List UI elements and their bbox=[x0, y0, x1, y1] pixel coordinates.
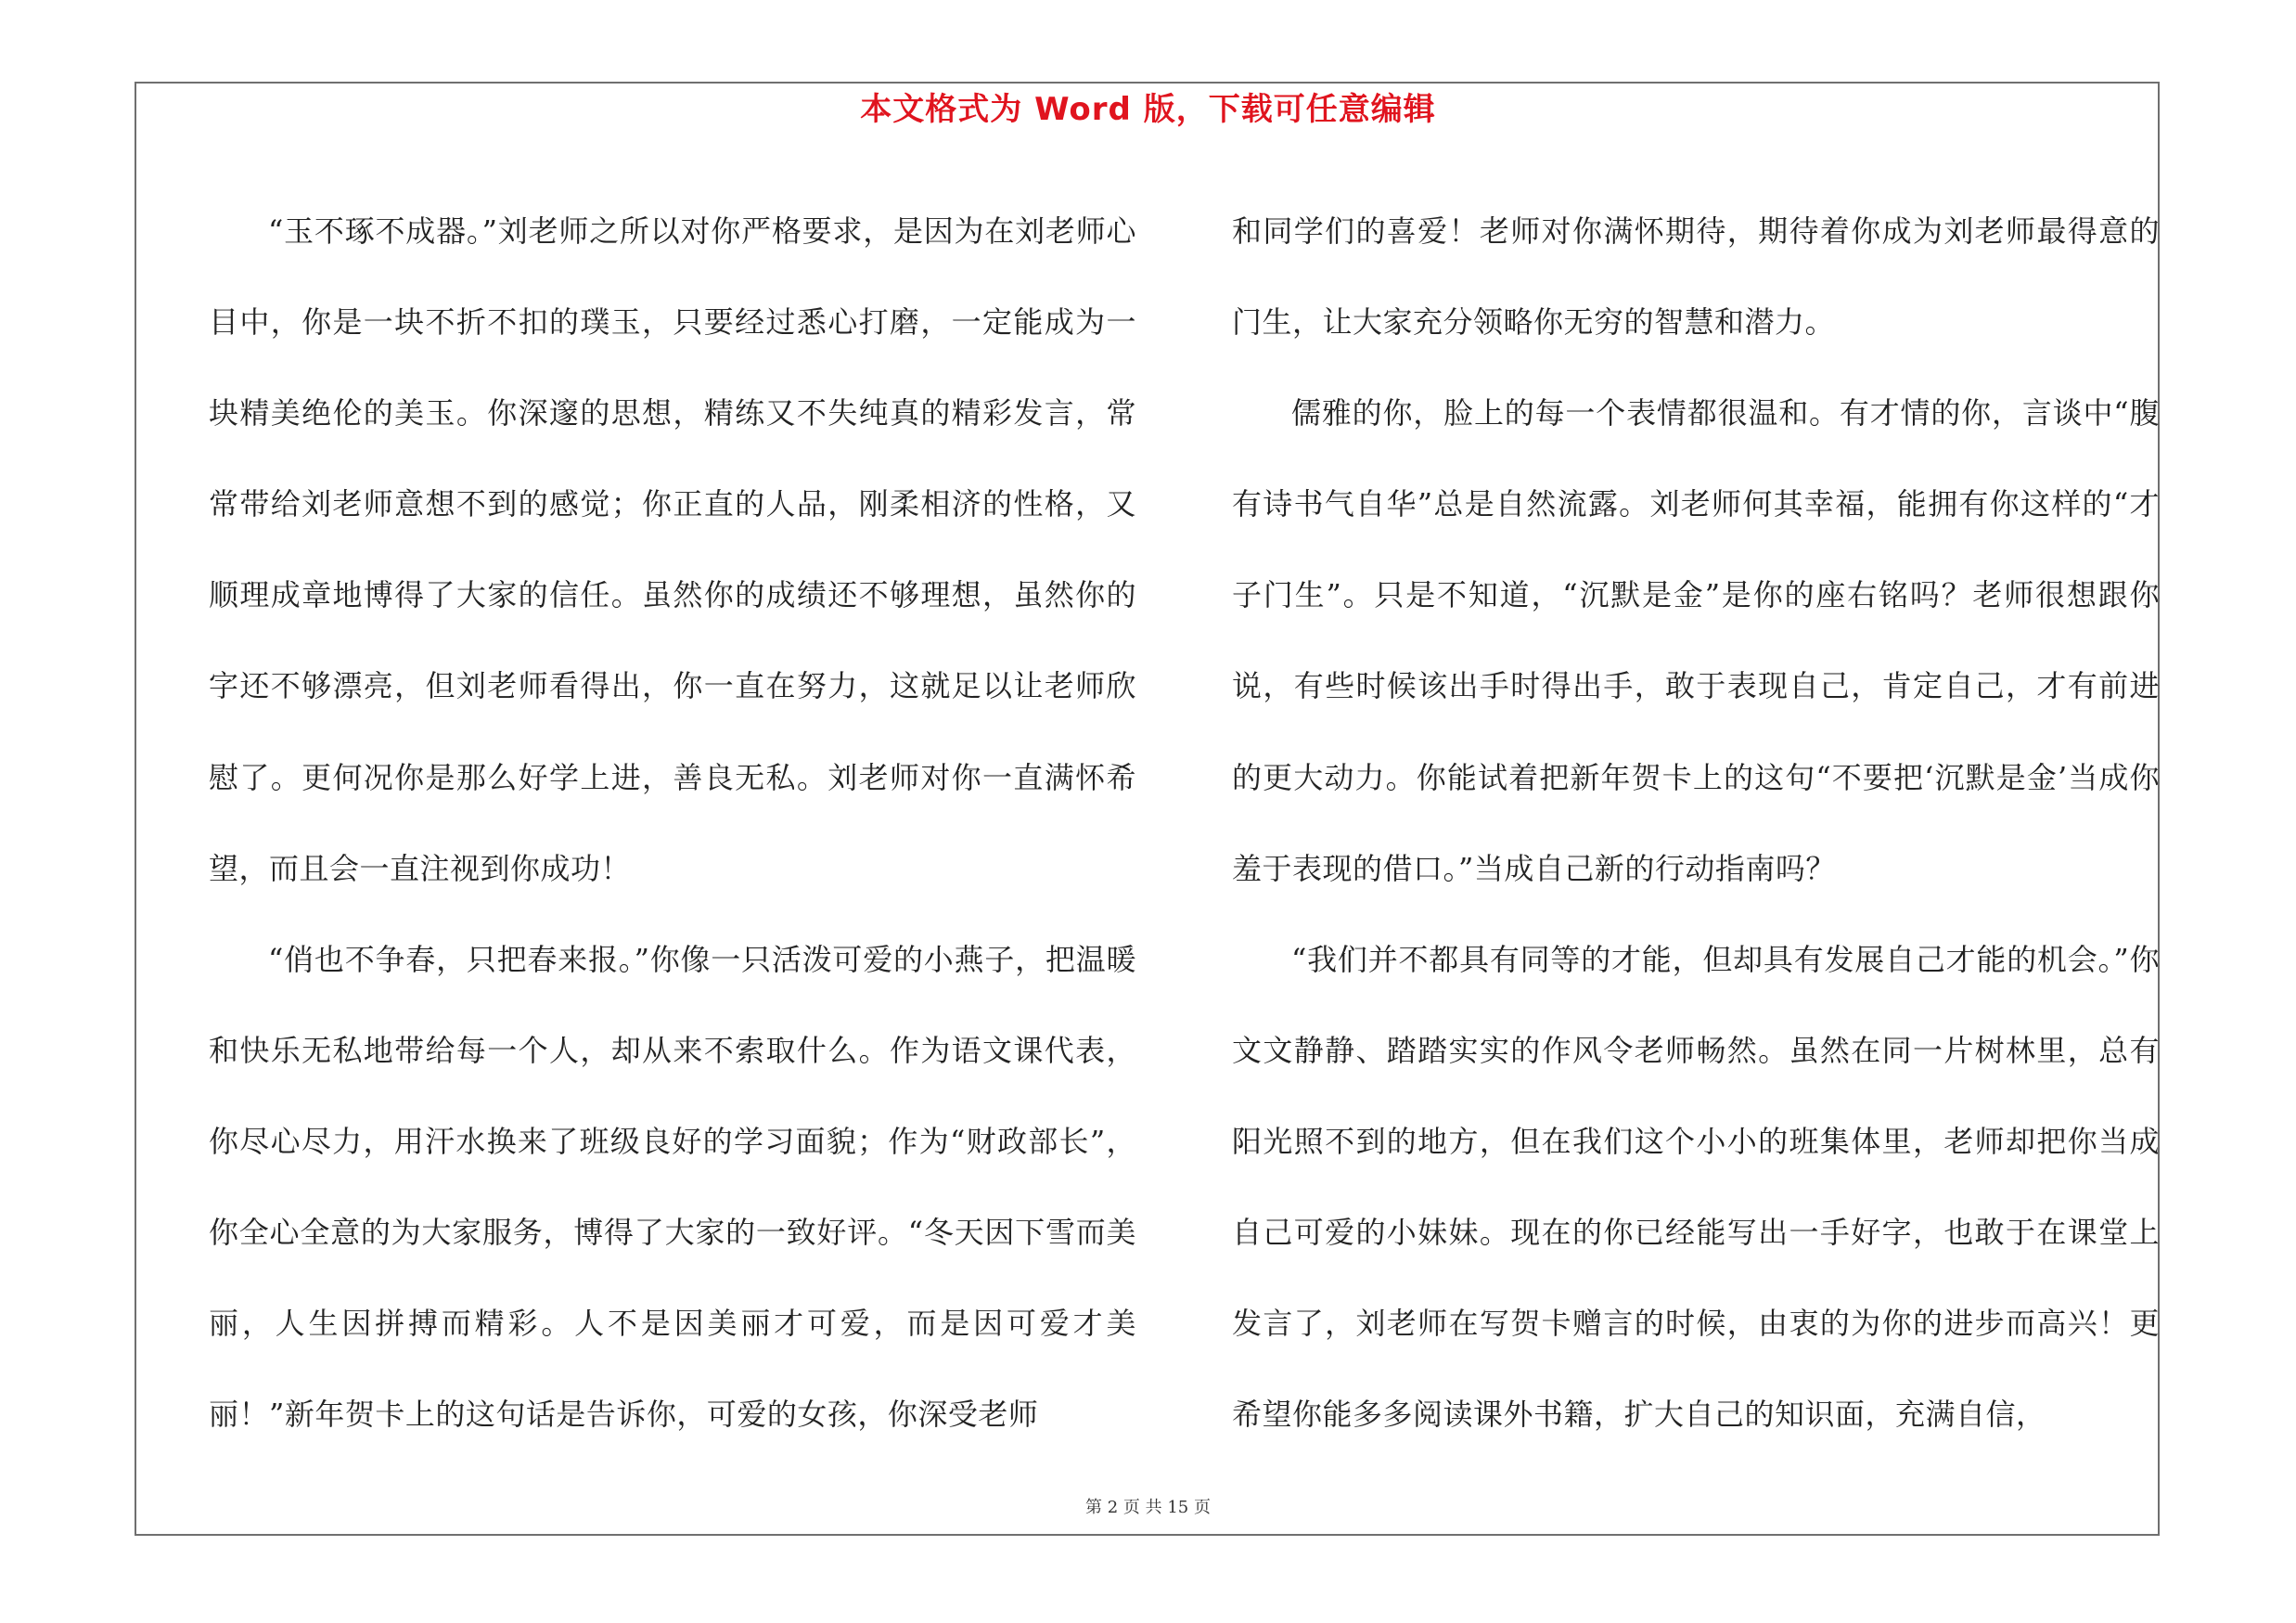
paragraph-continuation: 和同学们的喜爱！老师对你满怀期待，期待着你成为刘老师最得意的门生，让大家充分领略你无穷的智慧和潜力。 bbox=[1232, 213, 2160, 341]
paragraph: 儒雅的你，脸上的每一个表情都很温和。有才情的你，言谈中“腹有诗书气自华”总是自然流露。刘老师何其幸福，能拥有你这样的“才子门生”。只是不知道，“沉默是金”是你的座右铭吗？老师很想跟你说，有些时候该出手时得出手，敢于表现自己，肯定自己，才有前进的更大动力。你能试着把新年贺卡上的这句“不要把‘沉默是金’当成你羞于表现的借口。”当成自己新的行动指南吗？ bbox=[1232, 395, 2160, 886]
right-column bbox=[1232, 186, 2160, 1460]
paragraph: “我们并不都具有同等的才能，但却具有发展自己才能的机会。”你文文静静、踏踏实实的作风令老师畅然。虽然在同一片树林里，总有阳光照不到的地方，但在我们这个小小的班集体里，老师却把你当成自己可爱的小妹妹。现在的你已经能写出一手好字，也敢于在课堂上发言了，刘老师在写贺卡赠言的时候，由衷的为你的进步而高兴！更希望你能多多阅读课外书籍，扩大自己的知识面，充满自信， bbox=[1232, 941, 2160, 1433]
paragraph: “玉不琢不成器。”刘老师之所以对你严格要求，是因为在刘老师心目中，你是一块不折不扣的璞玉，只要经过悉心打磨，一定能成为一块精美绝伦的美玉。你深邃的思想，精练又不失纯真的精彩发言，常常带给刘老师意想不到的感觉；你正直的人品，刚柔相济的性格，又顺理成章地博得了大家的信任。虽然你的成绩还不够理想，虽然你的字还不够漂亮，但刘老师看得出，你一直在努力，这就足以让老师欣慰了。更何况你是那么好学上进，善良无私。刘老师对你一直满怀希望，而且会一直注视到你成功！ bbox=[209, 213, 1136, 886]
header-banner: 本文格式为 Word 版，下载可任意编辑 bbox=[860, 91, 1436, 128]
paragraph: “俏也不争春，只把春来报。”你像一只活泼可爱的小燕子，把温暖和快乐无私地带给每一个人，却从来不索取什么。作为语文课代表，你尽心尽力，用汗水换来了班级良好的学习面貌；作为“财政部长”，你全心全意的为大家服务，博得了大家的一致好评。“冬天因下雪而美丽，人生因拼搏而精彩。人不是因美丽才可爱，而是因可爱才美丽！”新年贺卡上的这句话是告诉你，可爱的女孩，你深受老师 bbox=[209, 941, 1136, 1433]
page-number-footer: 第 2 页 共 15 页 bbox=[1085, 1498, 1211, 1517]
left-column bbox=[209, 186, 1136, 1460]
